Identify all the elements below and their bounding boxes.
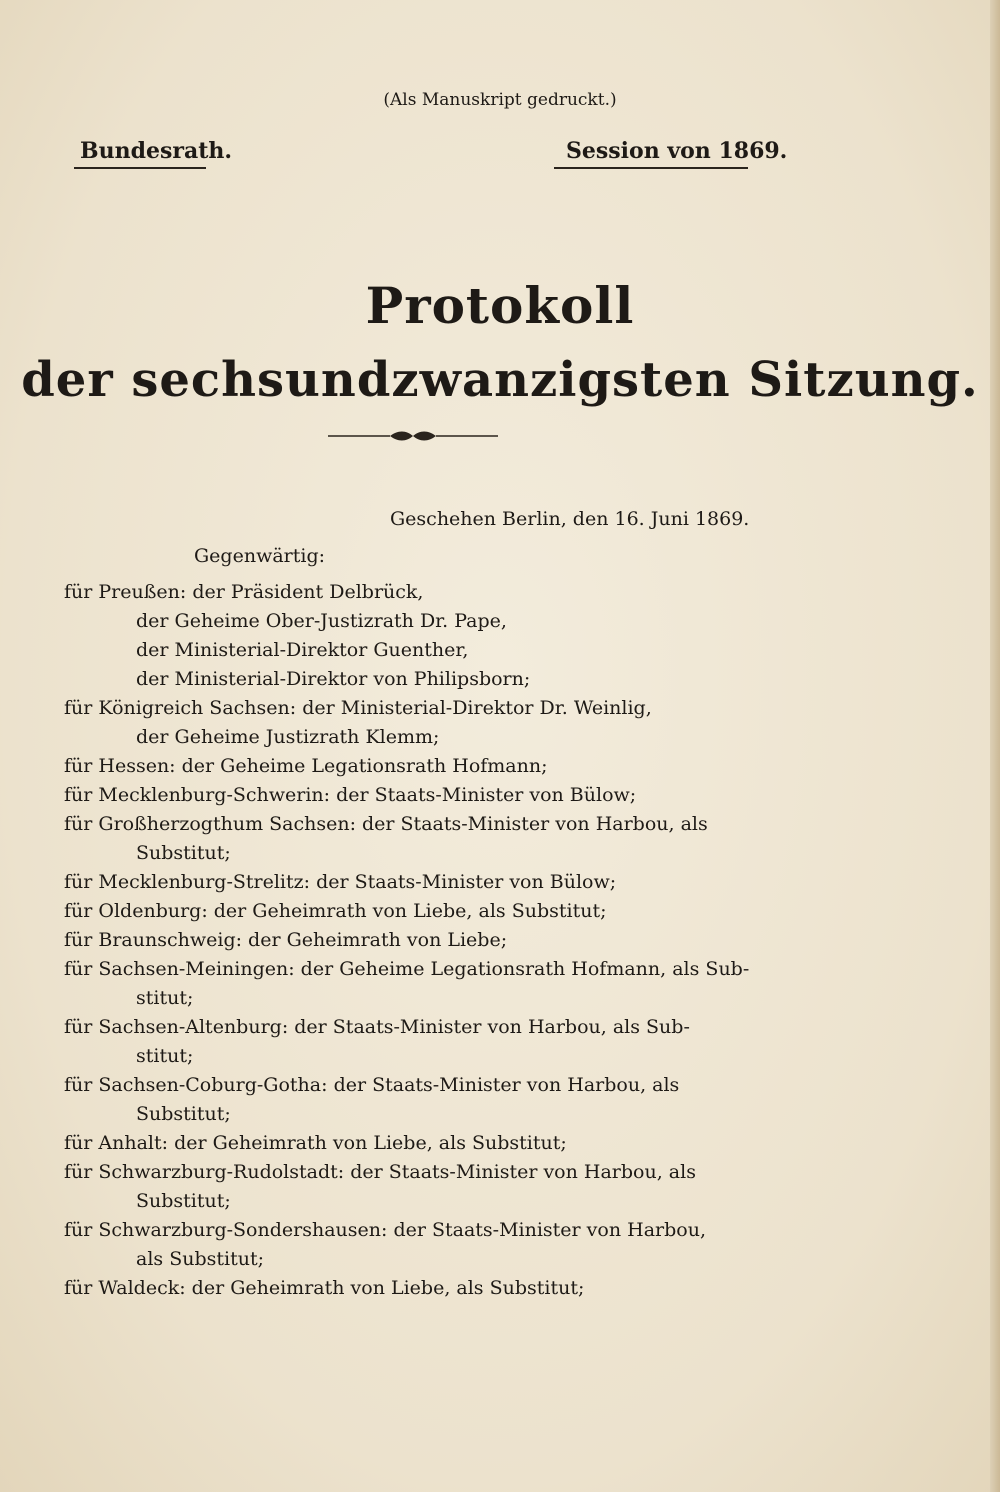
attendance-entry [64,1274,764,1303]
attendance-entry [64,1013,764,1071]
header-right-rule [554,167,748,169]
entry-line: für Oldenburg: der Geheimrath von Liebe, als Substitut; [64,900,607,922]
entry-continuation: stitut; [136,987,194,1009]
entry-continuation: Substitut; [136,1190,231,1212]
attendance-entry [64,1216,764,1274]
title-sitzung: der sechsundzwanzigsten Sitzung. [21,352,979,408]
attendance-entry [64,578,764,694]
header-left-rule [74,167,206,169]
attendance-entry [64,897,764,926]
attendance-entry [64,1071,764,1129]
entry-continuation: Substitut; [136,1103,231,1125]
attendance-entry [64,810,764,868]
present-label: Gegenwärtig: [194,545,326,567]
entry-line: für Anhalt: der Geheimrath von Liebe, als Substitut; [64,1132,567,1154]
attendance-entry [64,694,764,752]
attendance-entry [64,955,764,1013]
entry-continuation: der Ministerial-Direktor von Philipsborn; [136,668,531,690]
attendance-entry [64,1158,764,1216]
attendance-entry [64,752,764,781]
entry-continuation: der Geheime Ober-Justizrath Dr. Pape, [136,610,507,632]
entry-continuation: als Substitut; [136,1248,264,1270]
date-line: Geschehen Berlin, den 16. Juni 1869. [390,508,750,530]
attendance-entry [64,781,764,810]
attendance-list [64,578,764,1303]
entry-line: für Sachsen-Altenburg: der Staats-Minister von Harbou, als Sub- [64,1016,690,1038]
entry-line: für Mecklenburg-Schwerin: der Staats-Minister von Bülow; [64,784,637,806]
header-left: Bundesrath. [80,138,233,164]
entry-line: für Hessen: der Geheime Legationsrath Hofmann; [64,755,548,777]
entry-line: für Sachsen-Coburg-Gotha: der Staats-Minister von Harbou, als [64,1074,680,1096]
header-right: Session von 1869. [566,138,788,164]
entry-line: für Waldeck: der Geheimrath von Liebe, als Substitut; [64,1277,585,1299]
attendance-entry [64,926,764,955]
attendance-entry [64,1129,764,1158]
entry-line: für Sachsen-Meiningen: der Geheime Legationsrath Hofmann, als Sub- [64,958,750,980]
ornament-divider [328,426,498,446]
title-protokoll: Protokoll [365,276,635,335]
page-edge [990,0,1000,1492]
attendance-entry [64,868,764,897]
entry-line: für Mecklenburg-Strelitz: der Staats-Minister von Bülow; [64,871,617,893]
entry-continuation: stitut; [136,1045,194,1067]
entry-continuation: der Geheime Justizrath Klemm; [136,726,440,748]
entry-line: für Preußen: der Präsident Delbrück, [64,581,424,603]
entry-continuation: der Ministerial-Direktor Guenther, [136,639,469,661]
entry-line: für Schwarzburg-Sondershausen: der Staats-Minister von Harbou, [64,1219,706,1241]
print-note: (Als Manuskript gedruckt.) [383,90,617,110]
entry-line: für Schwarzburg-Rudolstadt: der Staats-Minister von Harbou, als [64,1161,696,1183]
entry-line: für Großherzogthum Sachsen: der Staats-Minister von Harbou, als [64,813,708,835]
entry-line: für Braunschweig: der Geheimrath von Liebe; [64,929,508,951]
entry-continuation: Substitut; [136,842,231,864]
entry-line: für Königreich Sachsen: der Ministerial-Direktor Dr. Weinlig, [64,697,652,719]
